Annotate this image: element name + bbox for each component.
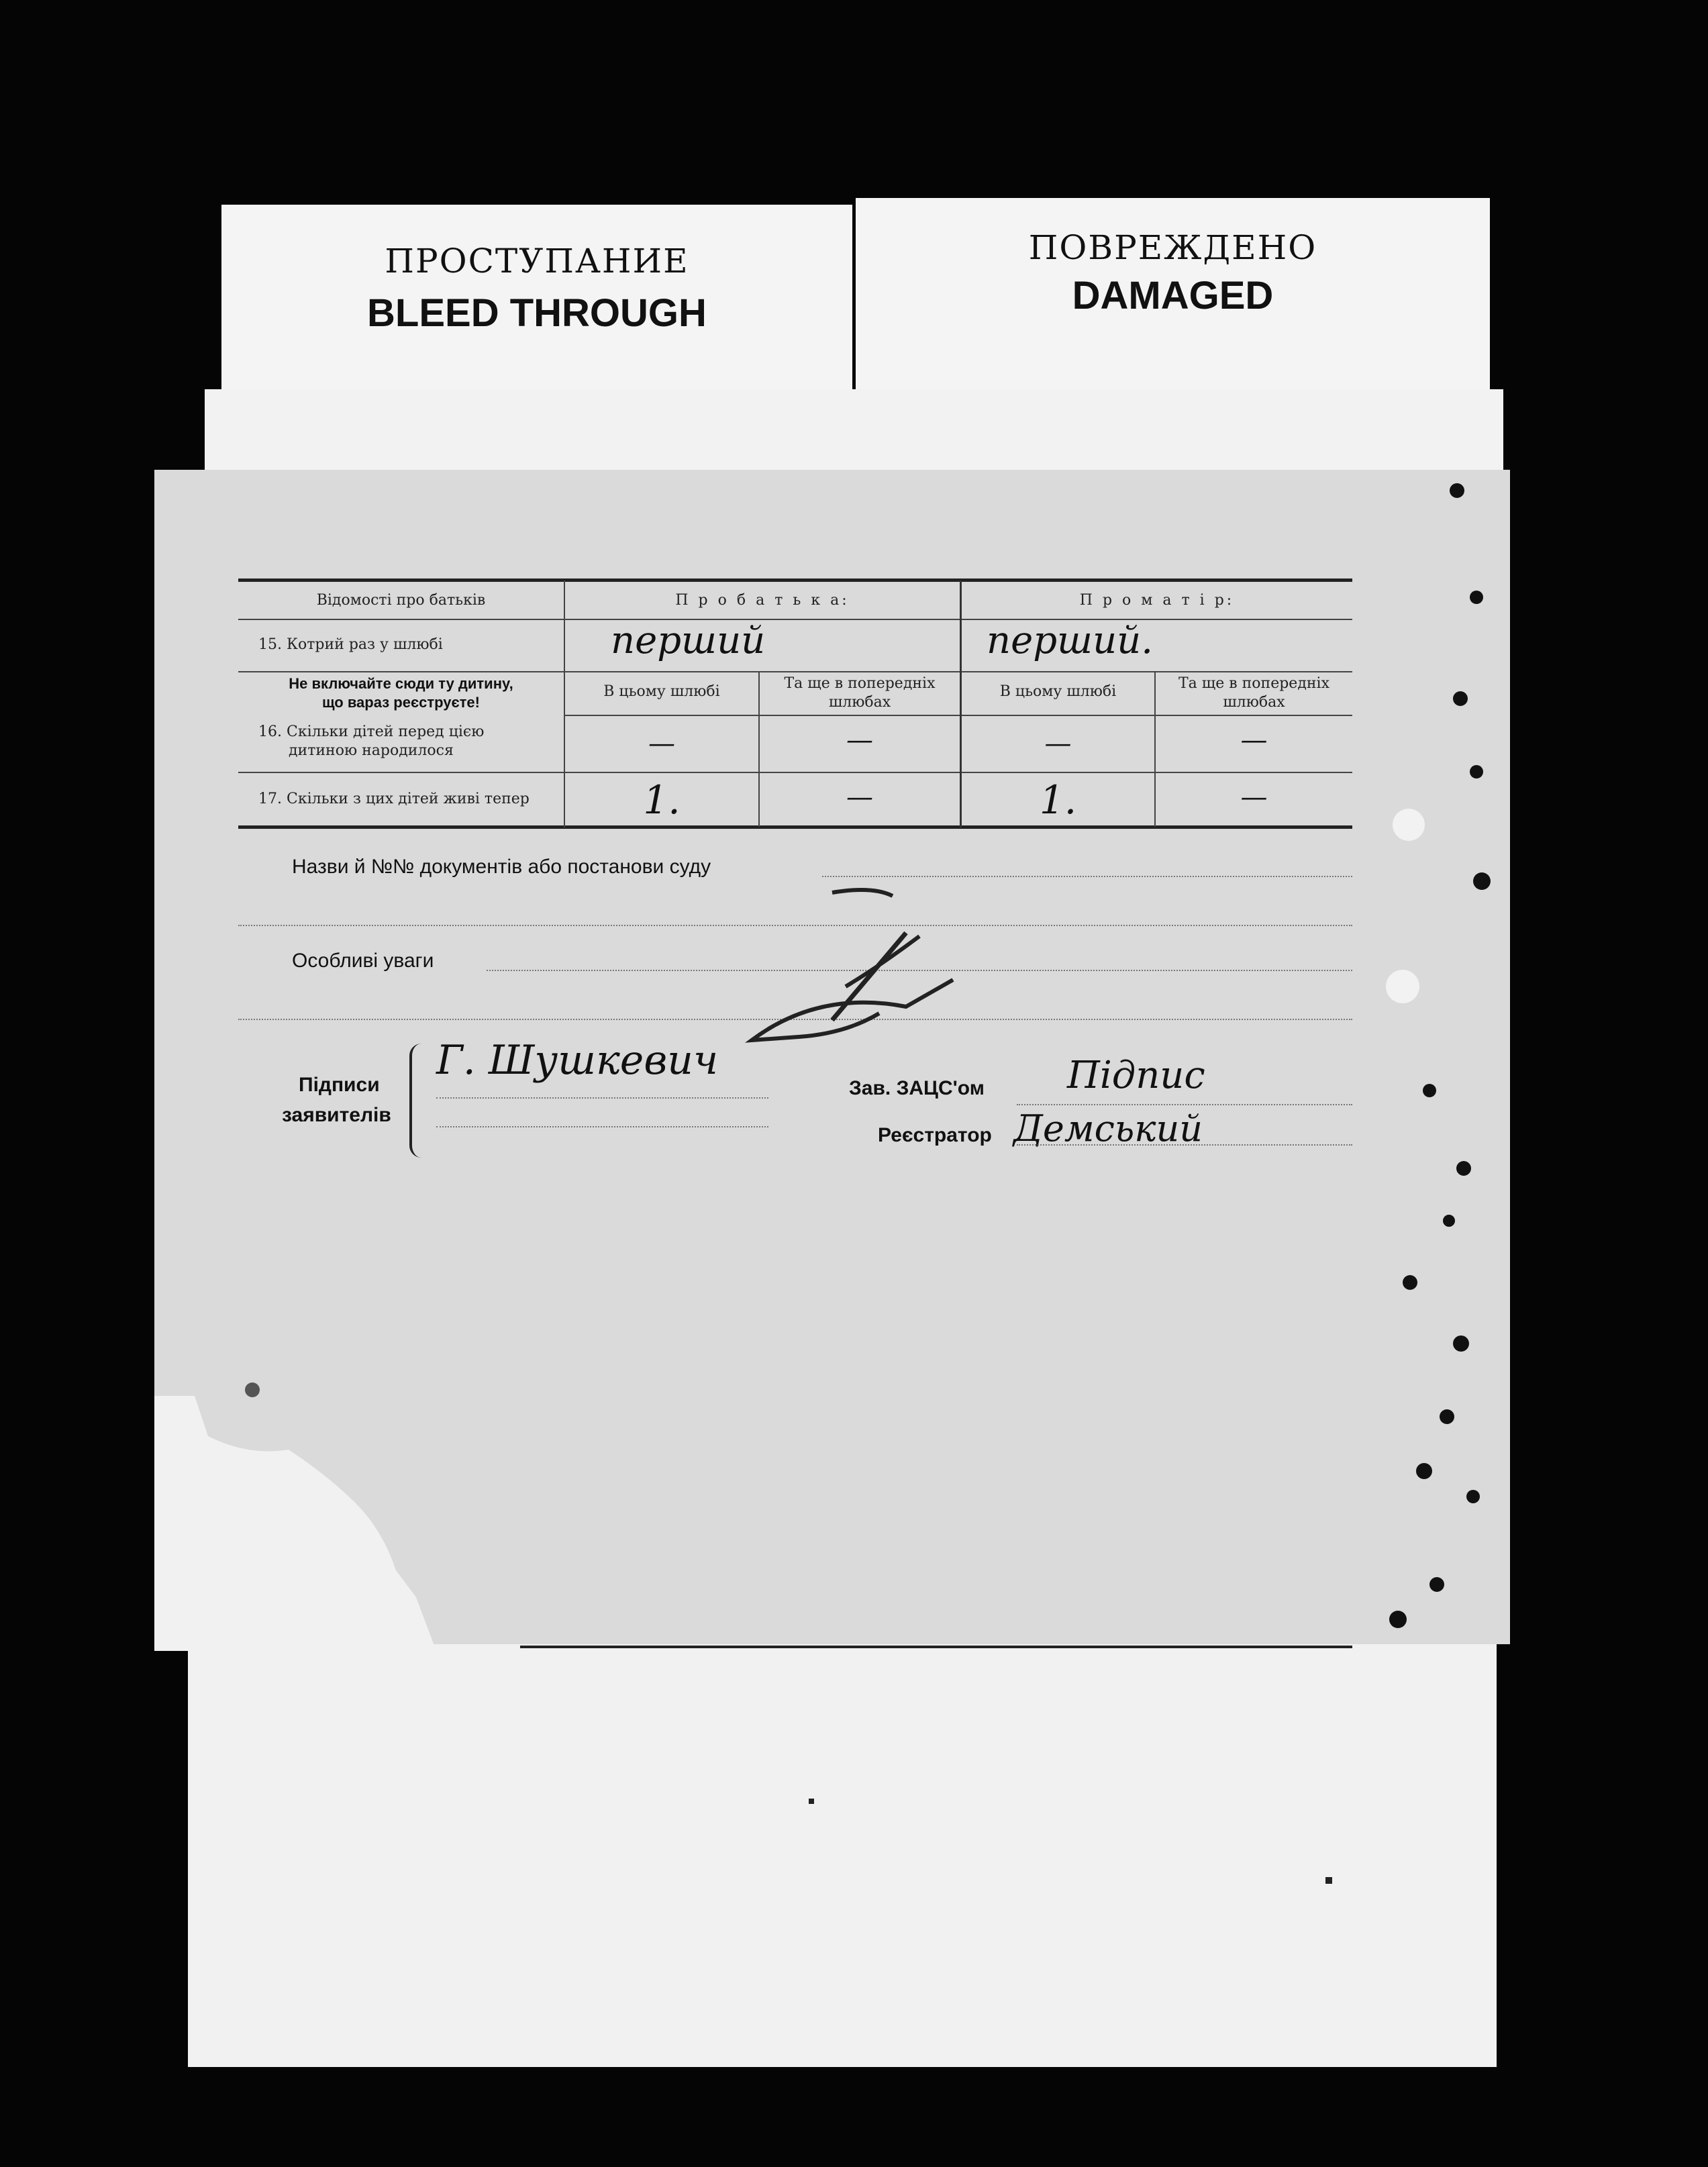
applicant-signature-line: [436, 1097, 768, 1099]
note-line-1: Не включайте сюди ту дитину,: [289, 675, 513, 692]
binding-hole: [1473, 872, 1491, 890]
damaged-card: [856, 198, 1490, 393]
header-parents-info: Відомості про батьків: [316, 592, 486, 609]
binding-hole: [1403, 1275, 1417, 1290]
registrar-signature-line: [1017, 1144, 1352, 1146]
binding-hole: [1443, 1215, 1455, 1227]
page-speck: [809, 1799, 814, 1804]
row-divider: [238, 772, 1352, 773]
row16-value: —: [648, 728, 675, 759]
damaged-label-en: DAMAGED: [1072, 274, 1274, 317]
registrar-signature: Демський: [1013, 1107, 1203, 1150]
row16-label-2: дитиною народилося: [289, 742, 454, 759]
sub-prev-marriages-father-1: Та ще в попередніх: [784, 675, 936, 692]
table-top-rule: [238, 578, 1352, 582]
row16-value: —: [1044, 728, 1072, 759]
row15-label: 15. Котрий раз у шлюбі: [258, 636, 443, 653]
row15-mother-value: перший.: [987, 619, 1154, 662]
row17-value: 1.: [1039, 777, 1077, 823]
sub-this-marriage-father: В цьому шлюбі: [603, 683, 720, 700]
damaged-label-ru: ПОВРЕЖДЕНО: [1028, 228, 1317, 267]
binding-hole: [1470, 591, 1483, 604]
binding-hole: [1466, 1490, 1480, 1503]
header-about-mother: П р о м а т і р:: [1079, 592, 1235, 609]
row17-value: —: [846, 782, 873, 813]
row-divider: [238, 671, 1352, 672]
note-line-2: що вараз реєструєте!: [322, 694, 480, 711]
table-bottom-rule: [238, 825, 1352, 829]
binding-hole: [1423, 1084, 1436, 1097]
form-bottom-rule: [520, 1646, 1352, 1648]
row16-value: —: [846, 725, 873, 756]
strike-z-mark: [738, 872, 966, 1047]
header-about-father: П р о б а т ь к а:: [675, 592, 850, 609]
applicant-signature-line-2: [436, 1126, 768, 1127]
signatures-label-1: Підписи: [299, 1074, 380, 1096]
signatures-label-2: заявителів: [282, 1104, 391, 1126]
head-signature-line: [1017, 1104, 1352, 1105]
signatures-brace: [409, 1044, 424, 1158]
row-divider: [564, 715, 1352, 716]
row17-label: 17. Скільки з цих дітей живі тепер: [258, 791, 530, 807]
sub-prev-marriages-mother-2: шлюбах: [1223, 694, 1285, 711]
binding-hole: [1456, 1161, 1471, 1176]
bleed-through-label-ru: ПРОСТУПАНИЕ: [385, 242, 689, 281]
row17-value: 1.: [643, 777, 681, 823]
binding-hole: [1416, 1463, 1432, 1479]
documents-label: Назви й №№ документів або постанови суду: [292, 856, 711, 878]
head-signature: Підпис: [1067, 1054, 1205, 1097]
head-of-registry-label: Зав. ЗАЦС'ом: [849, 1077, 985, 1099]
torn-hole: [1393, 809, 1425, 841]
row-divider: [238, 619, 1352, 620]
binding-hole: [1440, 1409, 1454, 1424]
row15-father-value: перший: [611, 619, 766, 662]
binding-hole: [245, 1382, 260, 1397]
row16-label-1: 16. Скільки дітей перед цією: [258, 723, 485, 740]
applicant-signature: Г. Шушкевич: [436, 1037, 719, 1084]
bleed-through-card: [221, 205, 852, 393]
sub-this-marriage-mother: В цьому шлюбі: [999, 683, 1117, 700]
row17-value: —: [1240, 782, 1268, 813]
binding-hole: [1453, 1336, 1469, 1352]
row16-value: —: [1240, 725, 1268, 756]
binding-hole: [1453, 691, 1468, 706]
binding-hole: [1389, 1611, 1407, 1628]
binding-hole: [1450, 483, 1464, 498]
torn-edge: [154, 1396, 530, 1651]
notes-label: Особливі уваги: [292, 950, 434, 972]
bleed-through-label-en: BLEED THROUGH: [367, 291, 707, 335]
binding-hole: [1429, 1577, 1444, 1592]
torn-hole: [1386, 970, 1419, 1003]
sub-prev-marriages-mother-1: Та ще в попередніх: [1178, 675, 1329, 692]
binding-hole: [1470, 765, 1483, 778]
sub-prev-marriages-father-2: шлюбах: [828, 694, 891, 711]
page-speck: [1325, 1877, 1332, 1884]
registrar-label: Реєстратор: [878, 1124, 992, 1146]
